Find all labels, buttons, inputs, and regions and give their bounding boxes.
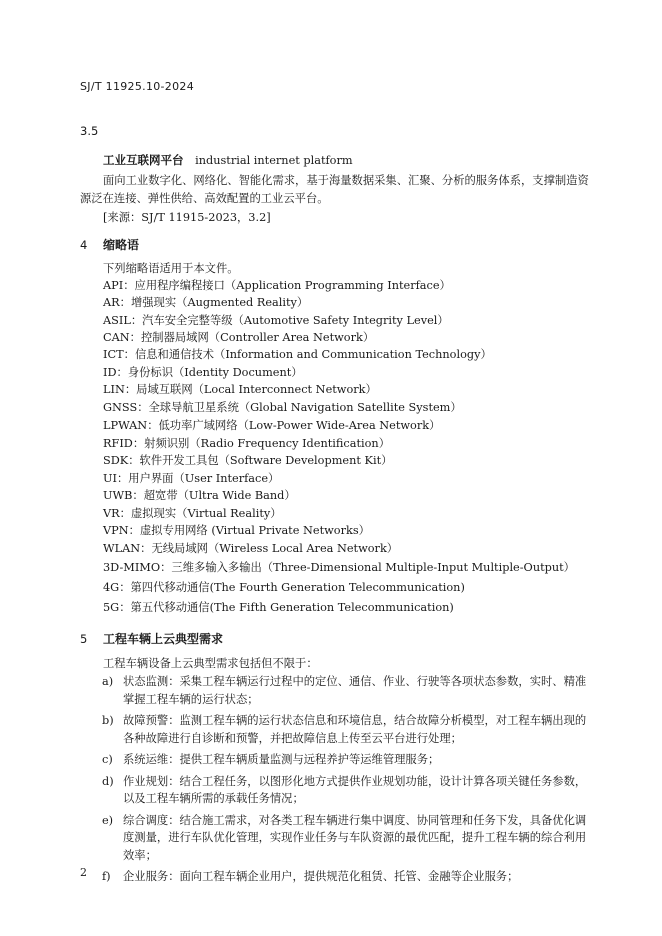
requirement-item	[80, 712, 595, 747]
requirements-list	[80, 673, 595, 886]
abbreviation-item: UWB：超宽带（Ultra Wide Band）	[103, 489, 296, 502]
section-4-heading	[80, 236, 139, 253]
section-title: 工程车辆上云典型需求	[102, 632, 223, 646]
abbreviation-item: WLAN：无线局域网（Wireless Local Area Network）	[103, 542, 399, 555]
abbreviation-item: API：应用程序编程接口（Application Programming Interface）	[103, 279, 451, 292]
item-marker: b)	[102, 714, 114, 727]
term-source: [来源：SJ/T 11915-2023，3.2]	[103, 211, 271, 224]
abbreviation-item: 4G：第四代移动通信(The Fourth Generation Telecommunication)	[103, 581, 465, 594]
term-definition: 面向工业数字化、网络化、智能化需求，基于海量数据采集、汇聚、分析的服务体系，支撑制造资源泛在连接、弹性供给、高效配置的工业云平台。	[80, 174, 589, 205]
term-en: industrial internet platform	[195, 154, 353, 167]
item-text: 状态监测：采集工程车辆运行过程中的定位、通信、作业、行驶等各项状态参数，实时、精准掌握工程车辆的运行状态；	[123, 675, 587, 706]
abbreviation-item: VR：虚拟现实（Virtual Reality）	[103, 507, 282, 520]
abbreviation-item: ASIL：汽车安全完整等级（Automotive Safety Integrity Level）	[103, 314, 449, 327]
abbreviation-item: SDK：软件开发工具包（Software Development Kit）	[103, 454, 393, 467]
requirement-item	[80, 773, 595, 808]
item-text: 综合调度：结合施工需求，对各类工程车辆进行集中调度、协同管理和任务下发，具备优化调度测量，进行车队优化管理，实现作业任务与车队资源的最优匹配，提升工程车辆的综合利用效率；	[123, 813, 587, 862]
requirement-item	[80, 751, 595, 769]
item-marker: c)	[102, 753, 113, 766]
document-header: SJ/T 11925.10-2024	[80, 80, 194, 93]
item-marker: e)	[102, 813, 114, 827]
abbreviation-item: RFID：射频识别（Radio Frequency Identification）	[103, 437, 391, 450]
item-marker: d)	[102, 774, 114, 788]
abbrev-intro: 下列缩略语适用于本文件。	[103, 262, 239, 275]
term-line	[103, 152, 353, 169]
page-number: 2	[80, 866, 87, 879]
abbreviation-item: GNSS：全球导航卫星系统（Global Navigation Satellite System）	[103, 401, 462, 414]
abbreviation-item: VPN：虚拟专用网络 (Virtual Private Networks）	[103, 524, 370, 537]
requirement-item	[80, 673, 595, 708]
abbreviation-item: 5G：第五代移动通信(The Fifth Generation Telecommunication)	[103, 601, 454, 614]
item-text: 作业规划：结合工程任务，以图形化地方式提供作业规划功能，设计计算各项关键任务参数，以及工程车辆所需的承载任务情况；	[123, 774, 587, 805]
item-text: 系统运维：提供工程车辆质量监测与远程养护等运维管理服务；	[123, 753, 440, 766]
section-title: 缩略语	[102, 238, 139, 252]
section-number: 5	[80, 632, 88, 646]
abbreviation-item: ICT：信息和通信技术（Information and Communication Technology）	[103, 348, 492, 361]
clause-number: 3.5	[80, 124, 99, 138]
term-zh: 工业互联网平台	[103, 153, 184, 167]
requirement-item	[80, 812, 595, 865]
item-marker: f)	[102, 870, 111, 883]
abbreviation-item: LIN：局域互联网（Local Interconnect Network）	[103, 383, 377, 396]
abbreviation-item: AR：增强现实（Augmented Reality）	[103, 296, 309, 309]
abbreviation-item: ID：身份标识（Identity Document）	[103, 366, 303, 379]
abbreviation-item: LPWAN：低功率广域网络（Low-Power Wide-Area Network）	[103, 419, 441, 432]
abbreviation-item: UI：用户界面（User Interface）	[103, 472, 280, 485]
item-text: 企业服务：面向工程车辆企业用户，提供规范化租赁、托管、金融等企业服务；	[123, 870, 519, 883]
section-number: 4	[80, 238, 88, 252]
requirements-intro: 工程车辆设备上云典型需求包括但不限于：	[103, 657, 318, 670]
abbreviation-item: 3D-MIMO：三维多输入多输出（Three-Dimensional Multiple-Input Multiple-Output）	[103, 561, 575, 574]
requirement-item	[80, 868, 595, 886]
item-text: 故障预警：监测工程车辆的运行状态信息和环境信息，结合故障分析模型，对工程车辆出现的各种故障进行自诊断和预警，并把故障信息上传至云平台进行处理；	[123, 714, 587, 745]
abbreviation-item: CAN：控制器局域网（Controller Area Network）	[103, 331, 375, 344]
section-5-heading	[80, 630, 223, 647]
item-marker: a)	[102, 675, 114, 688]
